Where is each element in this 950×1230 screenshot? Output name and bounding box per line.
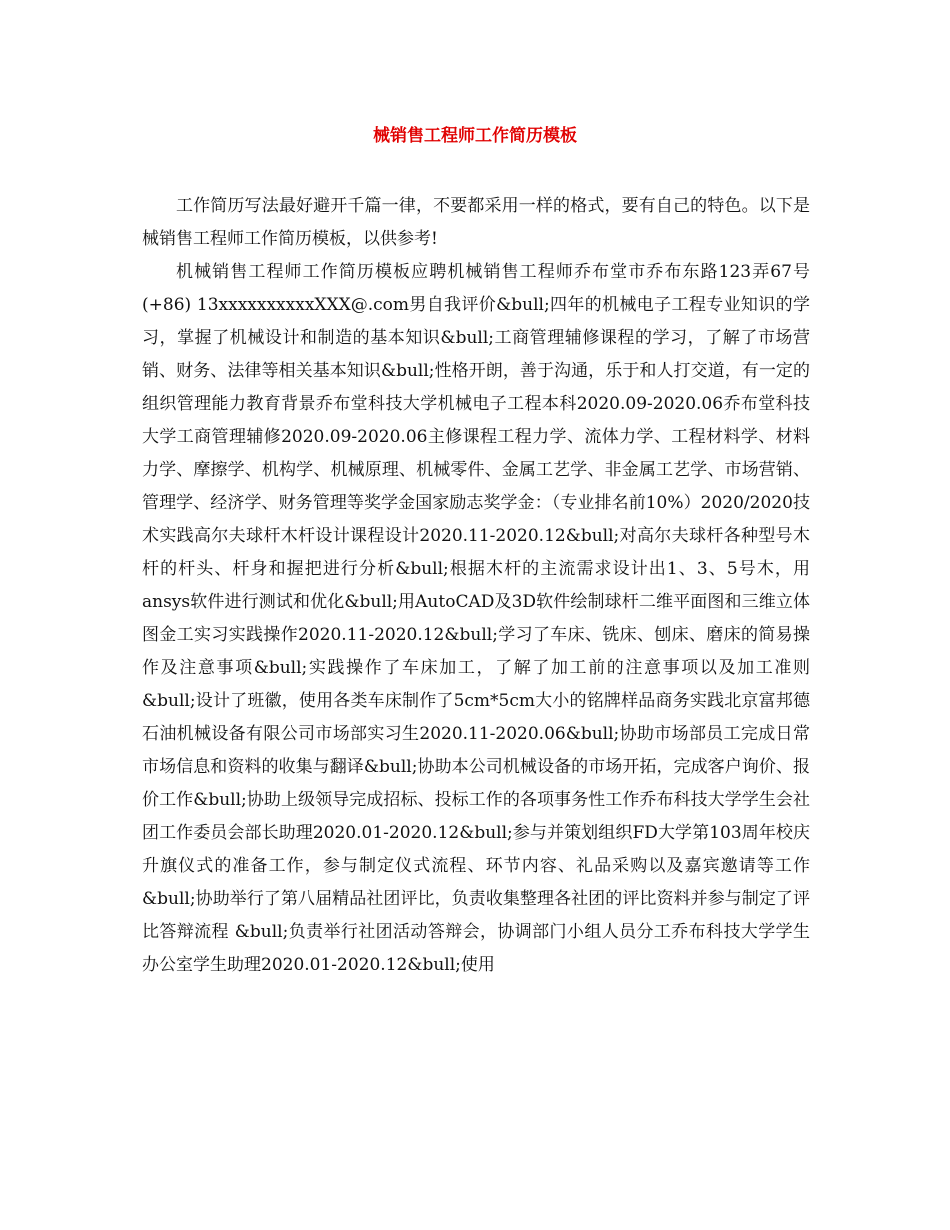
resume-paragraph: 机械销售工程师工作简历模板应聘机械销售工程师乔布堂市乔布东路123弄67号(+86) 13xxxxxxxxxxXXX@.com男自我评价&bull;四年的机械电子工程专业知识的学习，掌握了机械设计和制造的基本知识&bull;工商管理辅修课程的学习，了解了市场营销、财务、法律等相关基本知识&bull;性格开朗，善于沟通，乐于和人打交道，有一定的组织管理能力教育背景乔布堂科技大学机械电子工程本科2020.09-2020.06乔布堂科技大学工商管理辅修2020.09-2020.06主修课程工程力学、流体力学、工程材料学、材料力学、摩擦学、机构学、机械原理、机械零件、金属工艺学、非金属工艺学、市场营销、管理学、经济学、财务管理等奖学金国家励志奖学金：（专业排名前10%）2020/2020技术实践高尔夫球杆木杆设计课程设计2020.11-2020.12&bull;对高尔夫球杆各种型号木杆的杆头、杆身和握把进行分析&bull;根据木杆的主流需求设计出1、3、5号木，用ansys软件进行测试和优化&bull;用AutoCAD及3D软件绘制球杆二维平面图和三维立体图金工实习实践操作2020.11-2020.12&bull;学习了车床、铣床、刨床、磨床的简易操作及注意事项&bull;实践操作了车床加工，了解了加工前的注意事项以及加工准则&bull;设计了班徽，使用各类车床制作了5cm*5cm大小的铭牌样品商务实践北京富邦德石油机械设备有限公司市场部实习生2020.11-2020.06&bull;协助市场部员工完成日常市场信息和资料的收集与翻译&bull;协助本公司机械设备的市场开拓，完成客户询价、报价工作&bull;协助上级领导完成招标、投标工作的各项事务性工作乔布科技大学学生会社团工作委员会部长助理2020.01-2020.12&bull;参与并策划组织FD大学第103周年校庆升旗仪式的准备工作，参与制定仪式流程、环节内容、礼品采购以及嘉宾邀请等工作&bull;协助举行了第八届精品社团评比，负责收集整理各社团的评比资料并参与制定了评比答辩流程 &bull;负责举行社团活动答辩会，协调部门小组人员分工乔布科技大学学生办公室学生助理2020.01-2020.12&bull;使用 <box>142 262 810 975</box>
document-title: 械销售工程师工作简历模板 <box>373 126 577 146</box>
intro-paragraph: 工作简历写法最好避开千篇一律，不要都采用一样的格式，要有自己的特色。以下是械销售工程师工作简历模板，以供参考! <box>142 196 810 249</box>
document-body <box>142 190 810 982</box>
